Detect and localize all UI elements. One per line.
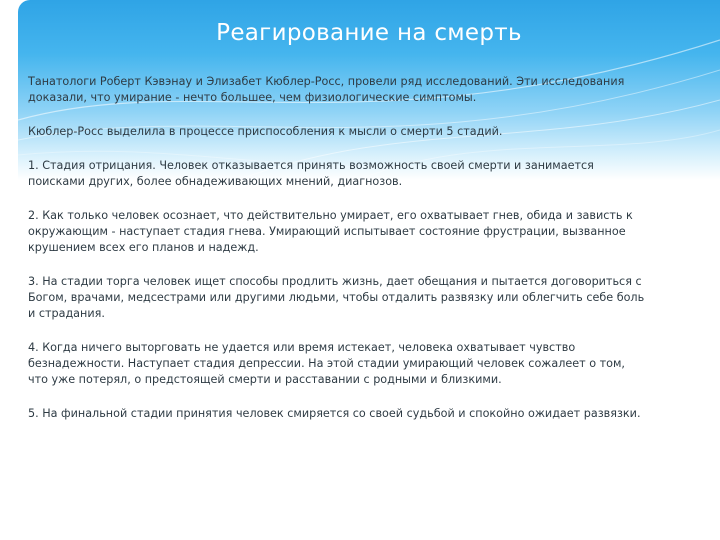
paragraph-stages-overview: Кюблер-Росс выделила в процессе приспособления к мысли о смерти 5 стадий. <box>28 125 503 138</box>
paragraph-stage-anger: 2. Как только человек осознает, что действительно умирает, его охватывает гнев, обида и зависть к окружающим - наступает стадия гнева. Умирающий испытывает состояние фрустрации, вызванное крушением всех его планов и надежд. <box>28 209 633 254</box>
slide-body <box>28 74 648 440</box>
paragraph-stage-acceptance: 5. На финальной стадии принятия человек смиряется со своей судьбой и спокойно ожидает развязки. <box>28 407 641 420</box>
paragraph-stage-bargaining: 3. На стадии торга человек ищет способы продлить жизнь, дает обещания и пытается договориться с Богом, врачами, медсестрами или другими людьми, чтобы отдалить развязку или облегчить себе боль и страдания. <box>28 275 645 320</box>
slide-title: Реагирование на смерть <box>216 20 522 46</box>
paragraph-stage-denial: 1. Стадия отрицания. Человек отказывается принять возможность своей смерти и занимается поисками других, более обнадеживающих мнений, диагнозов. <box>28 159 594 188</box>
paragraph-intro: Танатологи Роберт Кэвэнау и Элизабет Кюблер-Росс, провели ряд исследований. Эти исследования доказали, что умирание - нечто большее, чем физиологические симптомы. <box>28 75 625 104</box>
paragraph-stage-depression: 4. Когда ничего выторговать не удается или время истекает, человека охватывает чувство безнадежности. Наступает стадия депрессии. На этой стадии умирающий человек сожалеет о том, что уже потерял, о предстоящей смерти и расставании с родными и близкими. <box>28 341 625 386</box>
